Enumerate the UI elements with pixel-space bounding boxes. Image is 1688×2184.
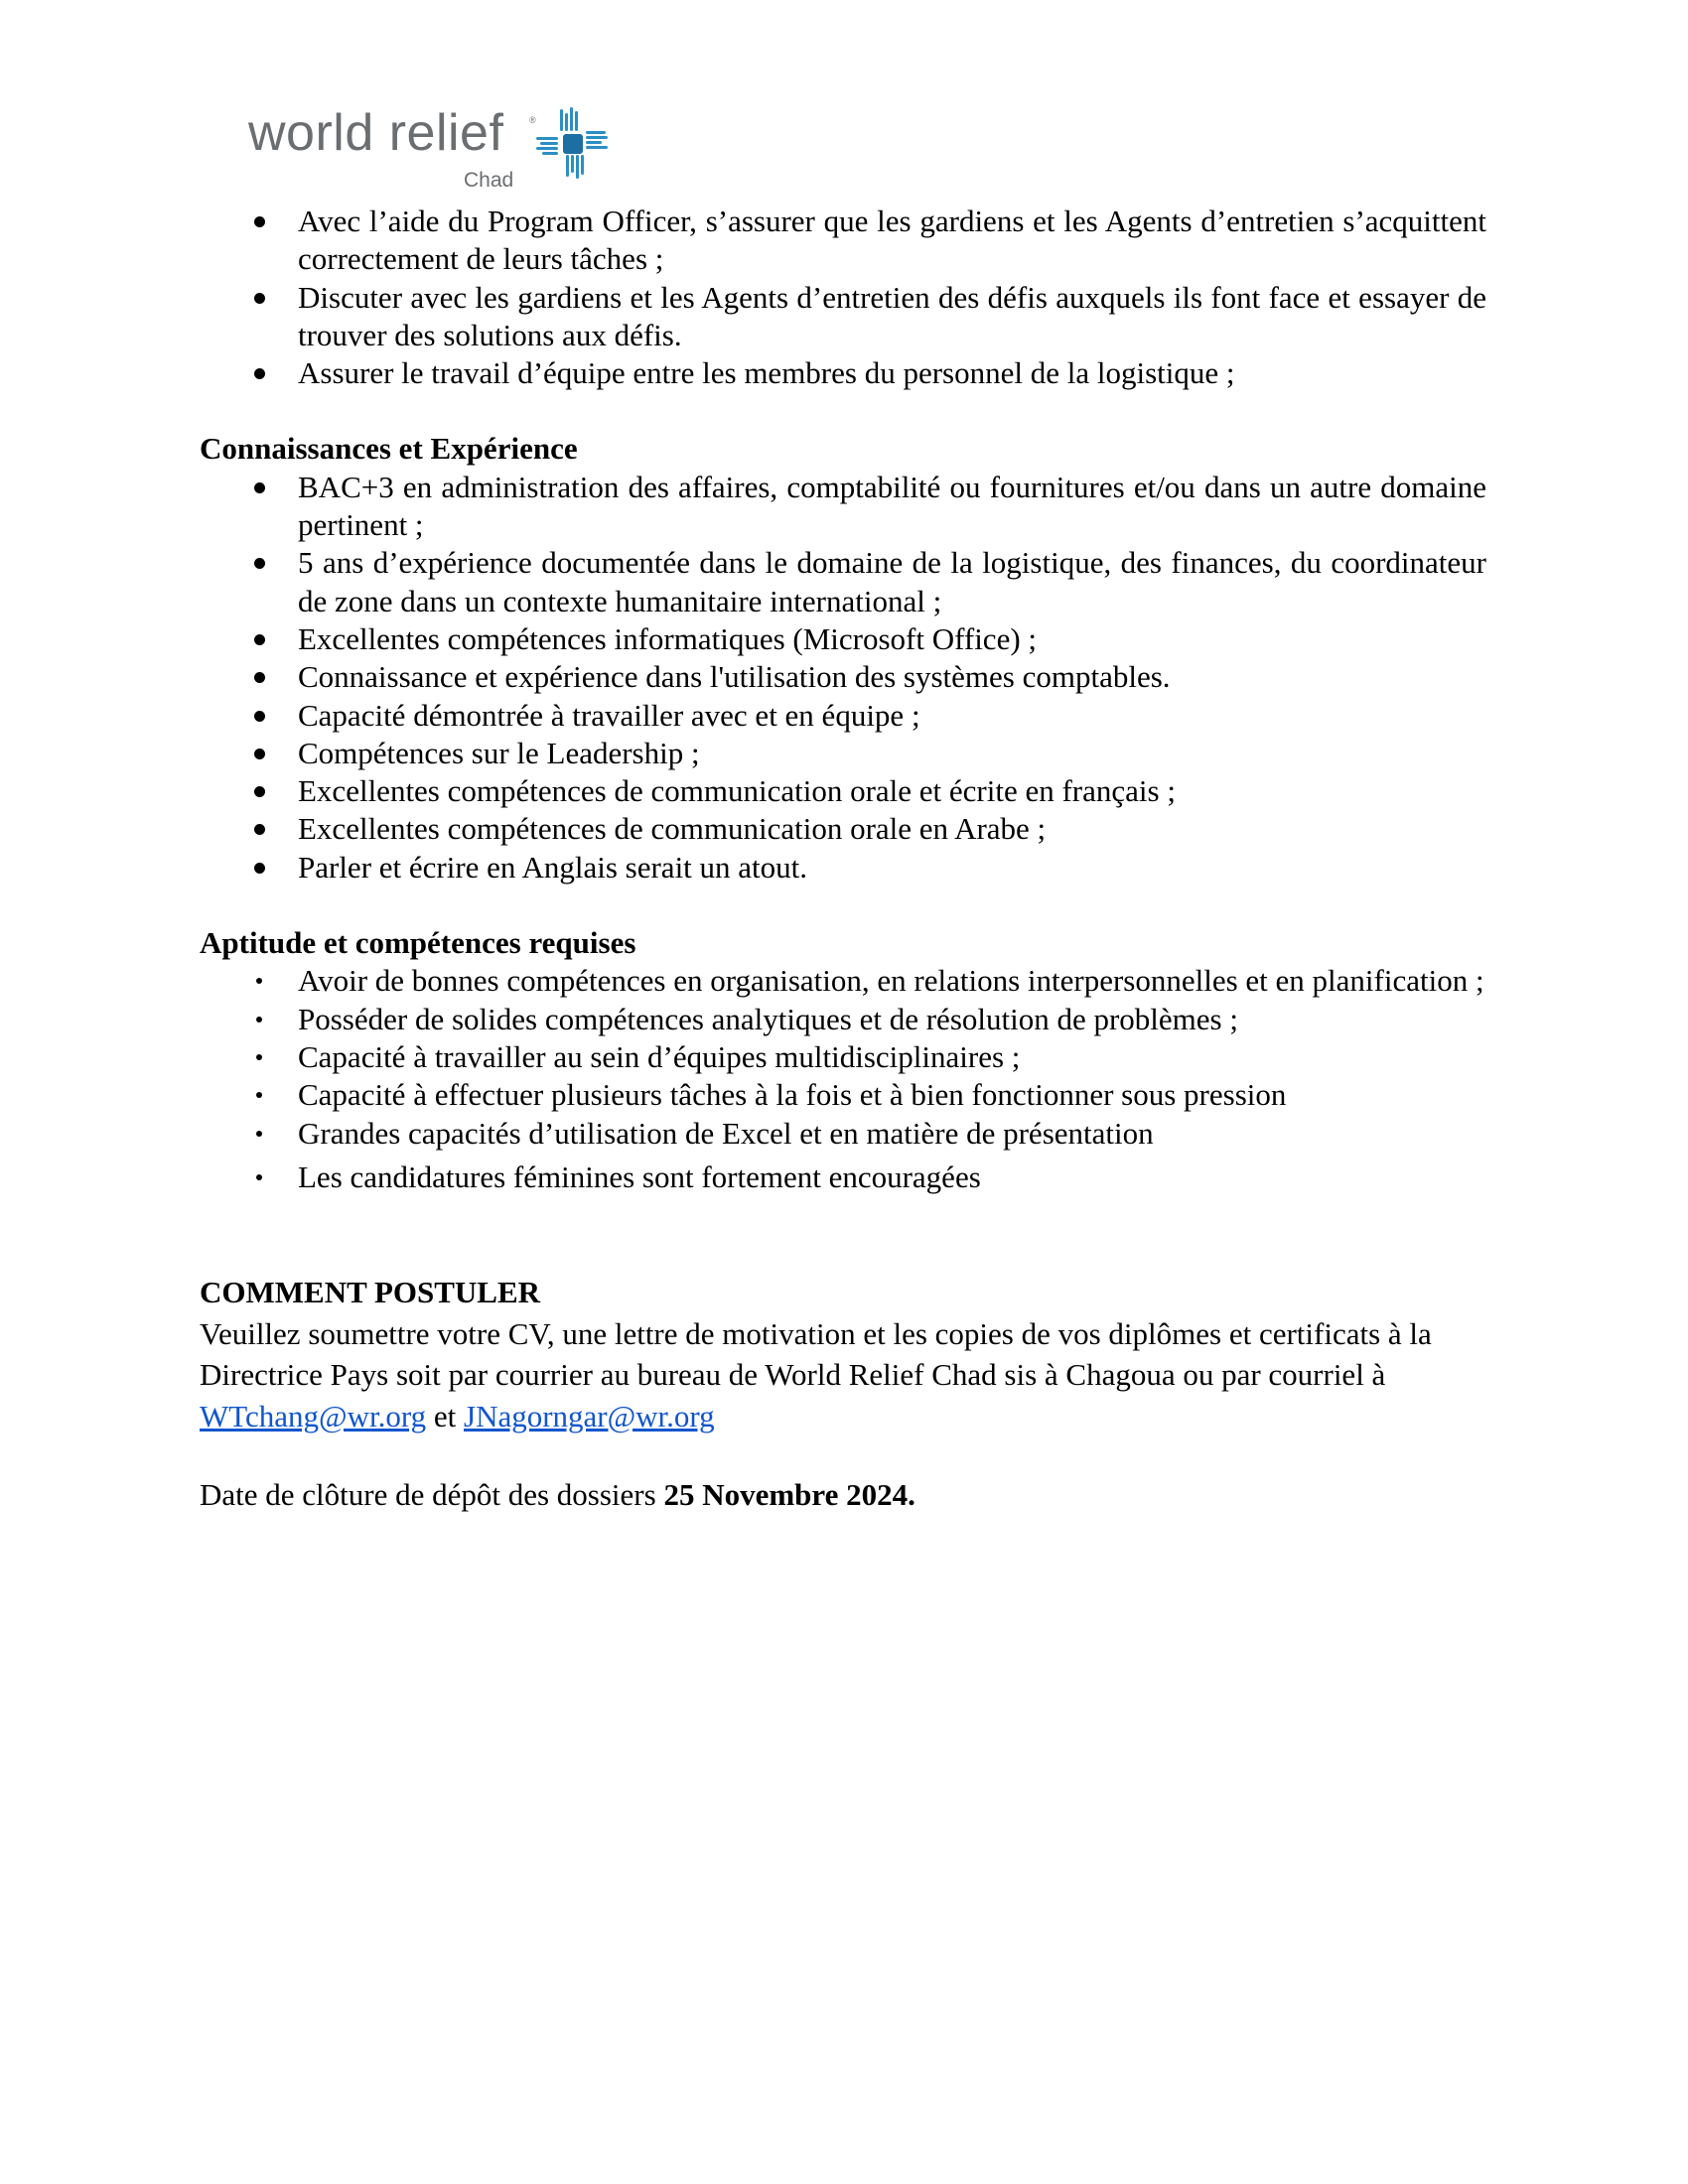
list-item: Avec l’aide du Program Officer, s’assurer que les gardiens et les Agents d’entretien s’acquittent correctement de leurs tâches ; — [298, 204, 1486, 277]
list-item: Les candidatures féminines sont fortement encouragées — [298, 1159, 981, 1194]
deadline-paragraph: Date de clôture de dépôt des dossiers 25 Novembre 2024. — [200, 1477, 915, 1513]
aptitude-list — [200, 962, 1486, 1196]
document-body — [200, 203, 1486, 1516]
list-item: 5 ans d’expérience documentée dans le domaine de la logistique, des finances, du coordinateur de zone dans un contexte humanitaire international ; — [298, 545, 1486, 618]
email-link-wtchang[interactable]: WTchang@wr.org — [200, 1398, 427, 1433]
world-relief-logo — [248, 103, 616, 197]
logo-subtitle: Chad — [464, 169, 514, 192]
email-link-jnagorngar[interactable]: JNagorngar@wr.org — [464, 1398, 715, 1433]
deadline-date: 25 Novembre 2024. — [663, 1477, 915, 1513]
aptitude-heading: Aptitude et compétences requises — [200, 925, 636, 961]
list-item: Connaissance et expérience dans l'utilisation des systèmes comptables. — [298, 659, 1171, 695]
list-item: Discuter avec les gardiens et les Agents d’entretien des défis auxquels ils font face et essayer de trouver des solutions aux défis. — [298, 279, 1486, 352]
responsibilities-list — [200, 203, 1486, 392]
apply-paragraph: Veuillez soumettre votre CV, une lettre de motivation et les copies de vos diplômes et certificats à la Directrice Pays soit par courrier au bureau de World Relief Chad sis à Chagoua ou par courriel à WTchang@wr.org et JNagorngar@wr.org — [200, 1315, 1432, 1433]
list-item: BAC+3 en administration des affaires, comptabilité ou fournitures et/ou dans un autre domaine pertinent ; — [298, 469, 1486, 543]
list-item: Posséder de solides compétences analytiques et de résolution de problèmes ; — [298, 1001, 1238, 1036]
logo-registered-mark: ® — [529, 115, 536, 125]
list-item: Excellentes compétences de communication orale et écrite en français ; — [298, 773, 1176, 809]
list-item: Excellentes compétences informatiques (Microsoft Office) ; — [298, 620, 1038, 656]
knowledge-list — [200, 469, 1486, 887]
world-relief-cross-icon — [536, 107, 608, 179]
logo-wordmark: world relief — [248, 104, 504, 162]
list-item: Capacité démontrée à travailler avec et en équipe ; — [298, 697, 920, 733]
list-item: Parler et écrire en Anglais serait un atout. — [298, 849, 808, 885]
list-item: Capacité à travailler au sein d’équipes multidisciplinaires ; — [298, 1038, 1021, 1074]
list-item: Grandes capacités d’utilisation de Excel et en matière de présentation — [298, 1115, 1154, 1151]
list-item: Compétences sur le Leadership ; — [298, 735, 700, 770]
list-item: Assurer le travail d’équipe entre les membres du personnel de la logistique ; — [298, 355, 1235, 391]
apply-heading: COMMENT POSTULER — [200, 1275, 541, 1310]
list-item: Avoir de bonnes compétences en organisation, en relations interpersonnelles et en planification ; — [298, 963, 1484, 999]
list-item: Excellentes compétences de communication orale en Arabe ; — [298, 811, 1047, 847]
list-item: Capacité à effectuer plusieurs tâches à la fois et à bien fonctionner sous pression — [298, 1077, 1287, 1113]
knowledge-heading: Connaissances et Expérience — [200, 431, 578, 467]
